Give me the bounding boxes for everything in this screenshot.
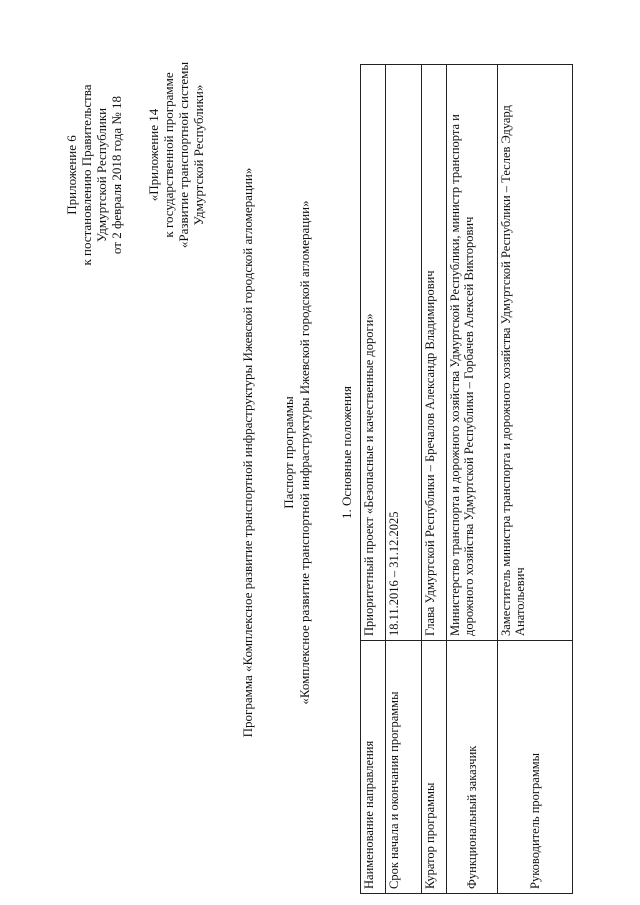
table-row [361, 65, 386, 894]
table-cell-value: Приоритетный проект «Безопасные и качественные дороги» [361, 65, 386, 641]
appendix-14-header [146, 5, 206, 305]
table-cell-key: Руководитель программы [498, 641, 573, 894]
appendix-14-line: к государственной программе [161, 72, 176, 238]
appendix-14-line: «Развитие транспортной системы [176, 61, 191, 249]
appendix-6-line: Приложение 6 [64, 135, 79, 215]
appendix-6-line: от 2 февраля 2018 года № 18 [109, 95, 124, 255]
table-cell-value: Глава Удмуртской Республики – Бречалов Александр Владимирович [422, 65, 447, 641]
table-row [386, 65, 422, 894]
appendix-14-line: «Приложение 14 [146, 108, 161, 202]
table-cell-key: Функциональный заказчик [447, 641, 498, 894]
table-cell-key: Куратор программы [422, 641, 447, 894]
section-heading: 1. Основные положения [339, 386, 354, 519]
table-cell-key: Срок начала и окончания программы [386, 641, 422, 894]
table-row [422, 65, 447, 894]
passport-title: Паспорт программы [281, 396, 296, 509]
appendix-6-line: к постановлению Правительства [79, 84, 94, 266]
table-row [447, 65, 498, 894]
program-passport-table [360, 64, 573, 894]
appendix-14-line: Удмуртской Республики» [191, 84, 206, 226]
table-cell-key: Наименование направления [361, 641, 386, 894]
appendix-6-header [64, 25, 124, 325]
passport-subtitle: «Комплексное развитие транспортной инфраструктуры Ижевской городской агломерации» [297, 200, 312, 705]
table-cell-value: Министерство транспорта и дорожного хозяйства Удмуртской Республики, министр транспорта и дорожного хозяйства Удмуртской Республики – Горбачев Алексей Викторович [447, 65, 498, 641]
appendix-6-line: Удмуртской Республики [94, 107, 109, 243]
table-cell-value: 18.11.2016 – 31.12.2025 [386, 65, 422, 641]
program-title: Программа «Комплексное развитие транспортной инфраструктуры Ижевской городской агломерации» [240, 167, 255, 738]
table-row [498, 65, 573, 894]
table-cell-value: Заместитель министра транспорта и дорожного хозяйства Удмуртской Республики – Теслев Эдуард Анатольевич [498, 65, 573, 641]
